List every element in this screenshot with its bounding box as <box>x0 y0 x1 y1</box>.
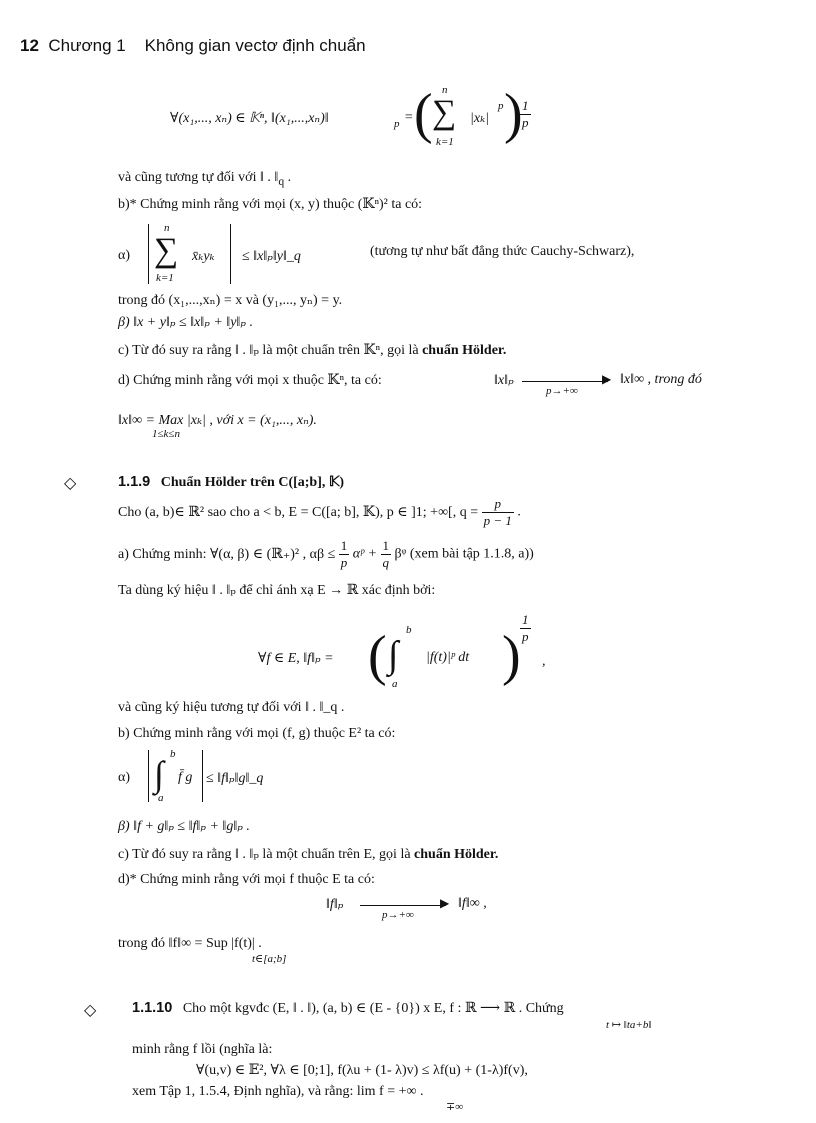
sec1110-line1 <box>132 1000 652 1036</box>
text: c) Từ đó suy ra rằng ‖ . ‖ₚ là một chuẩn trên 𝕂ⁿ, gọi là <box>118 343 423 358</box>
formula-sum-top: n <box>442 84 448 96</box>
alpha-inequality <box>118 222 738 288</box>
chapter-label: Chương 1 <box>48 36 126 55</box>
exp-num: 1 <box>522 98 529 113</box>
text: trong đó ‖f‖∞ = Sup |f(t)| . <box>118 936 262 951</box>
num: 1 <box>340 538 348 553</box>
formula-lhs: ∀(x₁,..., xₙ) ∈ 𝕂ⁿ, ‖(x₁,...,xₙ)‖ <box>170 111 329 126</box>
formula-eq: = <box>404 110 414 125</box>
int-top: b <box>406 624 412 636</box>
rhs: ≤ ‖f‖ₚ‖g‖_q <box>206 771 264 786</box>
sigma: ∑ <box>154 232 179 269</box>
sum-top: n <box>164 222 170 234</box>
text-end: . Chứng <box>518 1001 564 1016</box>
text: c) Từ đó suy ra rằng ‖ . ‖ₚ là một chuẩn trên E, gọi là <box>118 847 415 862</box>
num: 1 <box>382 538 390 553</box>
beta-inequality: β) ‖x + y‖ₚ ≤ ‖x‖ₚ + ‖y‖ₚ . <box>118 315 253 330</box>
alpha-note: (tương tự như bất đẳng thức Cauchy-Schwarz), <box>370 244 635 259</box>
limit-subscript: p→+∞ <box>382 909 414 921</box>
formula-exponent <box>520 98 531 131</box>
sec119-similar-q: và cũng ký hiệu tương tự đối với ‖ . ‖_q . <box>118 700 345 715</box>
bold-term: chuẩn Hölder. <box>414 847 499 862</box>
sum-bot: k=1 <box>156 272 174 284</box>
abs-bar-left <box>148 750 149 802</box>
integral-sign: ∫ <box>154 754 164 794</box>
integrand: |f(t)|ᵖ dt <box>426 650 470 665</box>
running-header <box>20 36 366 56</box>
alpha-label: α) <box>118 770 130 785</box>
arrowhead-icon: ▶ <box>440 896 450 910</box>
text: d) Chứng minh rằng với mọi x thuộc 𝕂ⁿ, ta có: <box>118 373 382 388</box>
text: Cho một kgvđc (E, ‖ . ‖), (a, b) ∈ (E - {0}) x E, f : ℝ ⟶ ℝ <box>182 1001 516 1016</box>
exp-den: p <box>522 115 529 130</box>
sec1110-convexity: ∀(u,v) ∈ 𝔼², ∀λ ∈ [0;1], f(λu + (1- λ)v) ≤ λf(u) + (1-λ)f(v), <box>196 1063 528 1078</box>
section-title: Chuẩn Hölder trên C([a;b], 𝕂) <box>160 475 345 490</box>
comma: , <box>542 654 546 669</box>
abs-bar-left <box>148 224 149 284</box>
fraction-1-p <box>339 538 350 571</box>
q-fraction <box>482 496 514 529</box>
int-bot: a <box>392 678 398 690</box>
post: βᵠ (xem bài tập 1.1.8, a)) <box>394 546 534 562</box>
body: f̄ g <box>178 770 193 785</box>
formula-sum-bot: k=1 <box>436 136 454 148</box>
section-number: 1.1.9 <box>118 474 151 490</box>
line-similar-q: và cũng tương tự đối với ‖ . $‖_q$ . <box>118 170 292 188</box>
alpha-rhs: ≤ ‖x‖ₚ‖y‖_q <box>242 249 301 264</box>
text: ‖x‖∞ = Max |xₖ| , với x = (x₁,..., xₙ). <box>118 413 317 428</box>
integral-norm-formula <box>258 608 578 692</box>
sec119-beta: β) ‖f + g‖ₚ ≤ ‖f‖ₚ + ‖g‖ₚ . <box>118 819 250 834</box>
sec119-sup-definition <box>118 936 287 970</box>
sec119-part-c <box>118 846 498 863</box>
map-rule: t ↦ ‖ta+b‖ <box>606 1019 652 1031</box>
formula-sigma: ∑ <box>432 94 457 131</box>
formula-sup-p: p <box>498 100 504 112</box>
sum-term: x̄ₖyₖ <box>192 249 215 264</box>
sec119-line1: Cho (a, b)∈ ℝ² sao cho a < b, E = C([a; b], 𝕂), p ∈ ]1; +∞[, q = $\frac{p}{p - 1}$ . <box>118 496 521 528</box>
formula-left-paren: ( <box>414 83 433 145</box>
diamond-icon: ◇ <box>84 1000 97 1019</box>
limit-arrow-line <box>522 381 608 382</box>
bold-term: chuẩn Hölder. <box>422 343 507 358</box>
sec119-part-b: b) Chứng minh rằng với mọi (f, g) thuộc E² ta có: <box>118 726 396 741</box>
limit-lhs: ‖f‖ₚ <box>326 897 344 912</box>
page-number: 12 <box>20 36 39 55</box>
exponent <box>520 612 531 645</box>
text: xem Tập 1, 1.5.4, Định nghĩa), và rằng: lim f = +∞ . <box>132 1084 424 1099</box>
limit-arrow-line <box>360 905 446 906</box>
sec1110-line4 <box>132 1084 464 1118</box>
den: p <box>522 629 529 644</box>
abs-bar-right <box>202 750 203 802</box>
limit-rhs: ‖f‖∞ , <box>458 896 487 911</box>
den: p <box>340 555 348 570</box>
text: Cho (a, b)∈ ℝ² sao cho a < b, E = C([a; b], 𝕂), p ∈ ]1; +∞[, q = <box>118 505 479 520</box>
sec119-part-a <box>118 538 534 574</box>
part-d-statement <box>118 372 738 402</box>
lim-subscript: ∓∞ <box>446 1101 464 1113</box>
right-paren: ) <box>502 625 521 687</box>
den: q <box>382 555 390 570</box>
num: 1 <box>522 612 529 627</box>
text: và cũng tương tự đối với ‖ . ‖ <box>118 170 279 185</box>
formula-right-paren: ) <box>504 83 523 145</box>
sec119-part-d: d)* Chứng minh rằng với mọi f thuộc E ta có: <box>118 872 375 887</box>
fraction-1-q <box>381 538 392 571</box>
section-number: 1.1.10 <box>132 1000 173 1016</box>
sup-norm-definition <box>118 412 317 446</box>
limit-lhs: ‖x‖ₚ <box>494 373 514 388</box>
part-b-statement: b)* Chứng minh rằng với mọi (x, y) thuộc (𝕂ⁿ)² ta có: <box>118 197 423 212</box>
q-den: p − 1 <box>483 513 512 528</box>
lhs: ∀f ∈ E, ‖f‖ₚ = <box>258 651 334 666</box>
diamond-icon: ◇ <box>64 473 77 492</box>
sec1110-line2: minh rằng f lồi (nghĩa là: <box>132 1042 273 1057</box>
q-num: p <box>482 496 514 513</box>
section-1-1-9-heading <box>118 474 344 491</box>
sup-subscript: t∈[a;b] <box>252 953 287 965</box>
integral-sign: ∫ <box>388 634 399 676</box>
abs-bar-right <box>230 224 231 284</box>
limit-rhs: ‖x‖∞ , trong đó <box>620 372 702 387</box>
alpha-label: α) <box>118 248 130 263</box>
arrowhead-icon: ▶ <box>602 372 612 386</box>
sec119-limit <box>326 896 526 924</box>
line-where-x-y: trong đó (x₁,...,xₙ) = x và (y₁,..., yₙ) = y. <box>118 293 343 308</box>
chapter-title: Không gian vectơ định chuẩn <box>144 36 366 55</box>
mid: αᵖ + <box>352 546 378 562</box>
sec119-alpha <box>118 748 418 806</box>
limit-subscript: p→+∞ <box>546 385 578 397</box>
text: a) Chứng minh: ∀(α, β) ∈ (ℝ₊)² , αβ ≤ <box>118 547 336 562</box>
formula-sub-p: p <box>394 118 400 130</box>
int-bot: a <box>158 792 164 804</box>
formula-term: |xₖ| <box>470 111 490 126</box>
part-c-statement <box>118 342 506 359</box>
sec119-notation: Ta dùng ký hiệu ‖ . ‖ₚ để chỉ ánh xạ E → ℝ xác định bởi: <box>118 583 436 598</box>
max-subscript: 1≤k≤n <box>152 428 180 440</box>
sub: q <box>278 174 285 188</box>
int-top: b <box>170 748 176 760</box>
left-paren: ( <box>368 625 387 687</box>
